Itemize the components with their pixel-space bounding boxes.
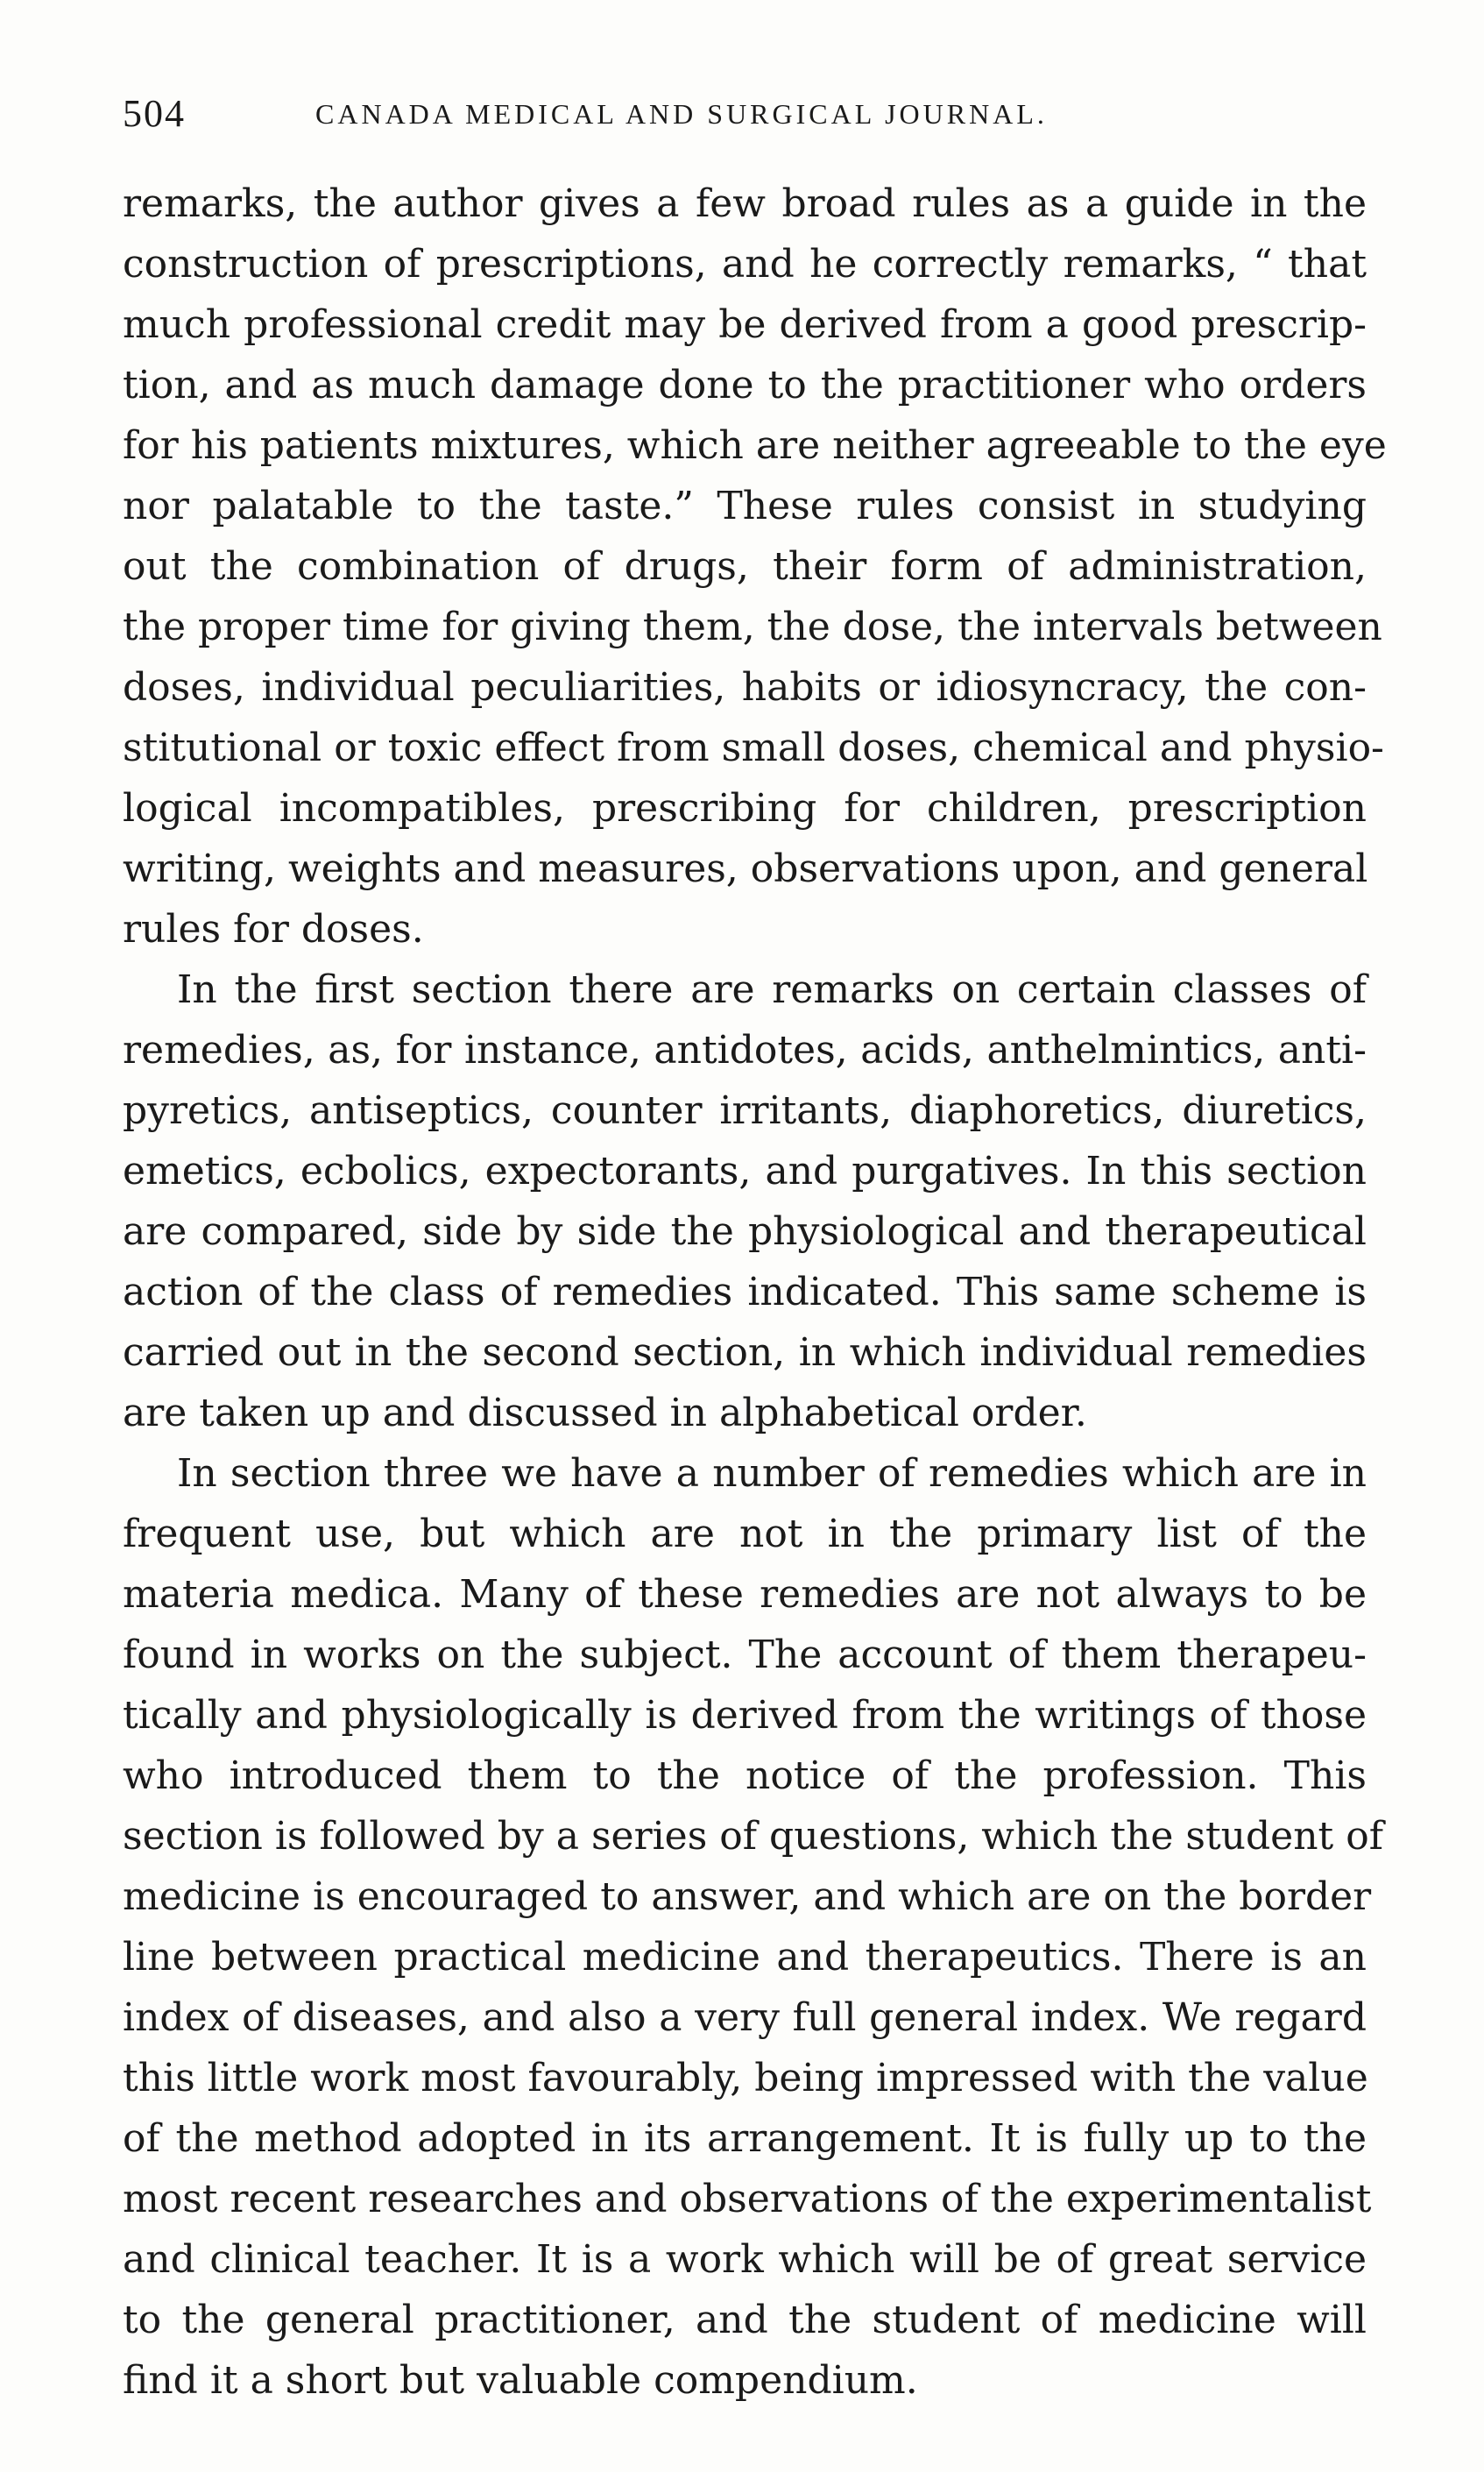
page-number: 504 xyxy=(123,92,186,135)
text-line: most recent researches and observations of the experimentalist xyxy=(123,2177,1372,2221)
text-line: tion, and as much damage done to the practitioner who orders xyxy=(123,363,1367,407)
text-line: logical incompatibles, prescribing for children, prescription xyxy=(123,786,1367,831)
text-line: stitutional or toxic effect from small doses, chemical and physio- xyxy=(123,726,1384,770)
text-line: nor palatable to the taste.” These rules consist in studying xyxy=(123,484,1367,528)
text-line: the proper time for giving them, the dose, the intervals between xyxy=(123,605,1382,649)
text-line: who introduced them to the notice of the profession. This xyxy=(123,1753,1367,1798)
text-line: and clinical teacher. It is a work which will be of great service xyxy=(123,2237,1367,2282)
text-line: carried out in the second section, in which individual remedies xyxy=(123,1330,1367,1375)
text-line: are compared, side by side the physiological and therapeutical xyxy=(123,1209,1367,1254)
text-line: In the first section there are remarks on certain classes of xyxy=(177,967,1367,1012)
text-line: emetics, ecbolics, expectorants, and purgatives. In this section xyxy=(123,1149,1367,1194)
text-line: remedies, as, for instance, antidotes, acids, anthelmintics, anti- xyxy=(123,1028,1367,1073)
text-line: section is followed by a series of questions, which the student of xyxy=(123,1814,1383,1859)
text-line: writing, weights and measures, observations upon, and general xyxy=(123,846,1368,891)
text-line: action of the class of remedies indicated. This same scheme is xyxy=(123,1270,1367,1314)
text-line: much professional credit may be derived from a good prescrip- xyxy=(123,302,1367,347)
text-line: frequent use, but which are not in the primary list of the xyxy=(123,1512,1367,1556)
text-line: found in works on the subject. The account of them therapeu- xyxy=(123,1633,1367,1677)
text-line: materia medica. Many of these remedies are not always to be xyxy=(123,1572,1367,1617)
text-line: medicine is encouraged to answer, and which are on the border xyxy=(123,1874,1372,1919)
text-line: out the combination of drugs, their form of administration, xyxy=(123,544,1367,589)
text-line: line between practical medicine and therapeutics. There is an xyxy=(123,1935,1367,1980)
text-line: this little work most favourably, being impressed with the value xyxy=(123,2056,1368,2100)
text-line: construction of prescriptions, and he correctly remarks, “ that xyxy=(123,242,1367,287)
text-line: for his patients mixtures, which are neither agreeable to the eye xyxy=(123,423,1387,468)
paragraph-3 xyxy=(123,1443,1383,2411)
body-text xyxy=(123,174,1387,2411)
text-line: to the general practitioner, and the student of medicine will xyxy=(123,2298,1367,2342)
paragraph-1 xyxy=(123,174,1387,960)
text-line: index of diseases, and also a very full general index. We regard xyxy=(123,1995,1367,2040)
text-line: remarks, the author gives a few broad rules as a guide in the xyxy=(123,181,1367,226)
text-line: pyretics, antiseptics, counter irritants, diaphoretics, diuretics, xyxy=(123,1088,1367,1133)
text-line: rules for doses. xyxy=(123,907,424,952)
text-line: are taken up and discussed in alphabetical order. xyxy=(123,1391,1087,1435)
text-line: doses, individual peculiarities, habits or idiosyncracy, the con- xyxy=(123,665,1367,710)
text-line: In section three we have a number of remedies which are in xyxy=(177,1451,1367,1496)
text-line: tically and physiologically is derived from the writings of those xyxy=(123,1693,1367,1738)
text-line: find it a short but valuable compendium. xyxy=(123,2358,918,2403)
paragraph-2 xyxy=(123,960,1367,1443)
running-head xyxy=(123,88,1367,140)
journal-title: CANADA MEDICAL AND SURGICAL JOURNAL. xyxy=(315,98,1048,130)
text-line: of the method adopted in its arrangement. It is fully up to the xyxy=(123,2116,1367,2161)
